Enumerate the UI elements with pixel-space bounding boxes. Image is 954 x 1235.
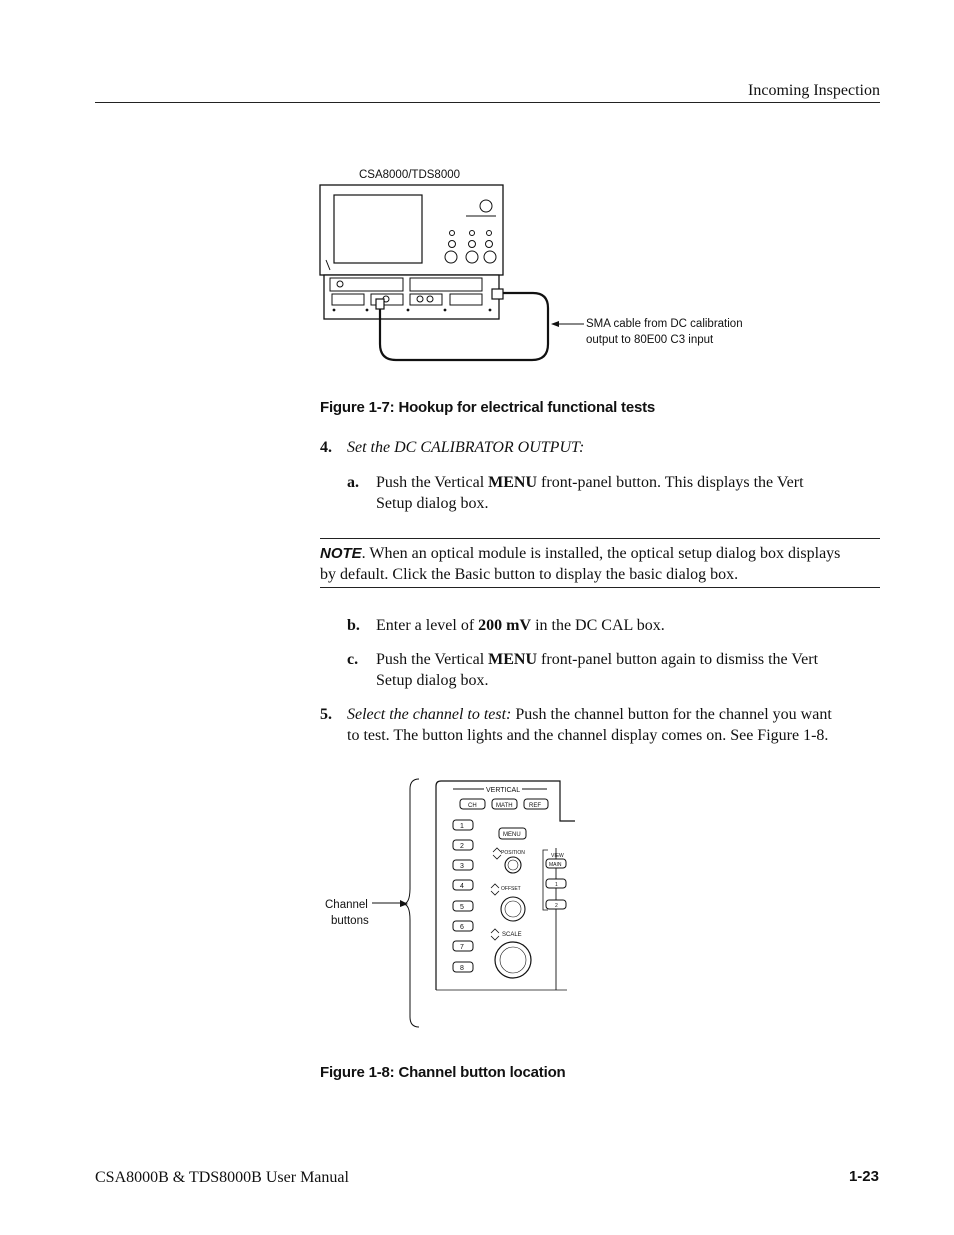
step-5-title: Select the channel to test: <box>347 706 512 723</box>
substep-text: front-panel button again to dismiss the Vert <box>537 651 819 668</box>
instrument-lower <box>324 275 499 319</box>
note-line: by default. Click the Basic button to display the basic dialog box. <box>320 566 739 583</box>
note-label: NOTE <box>320 545 362 562</box>
channel-label-8: 8 <box>460 965 464 972</box>
ch-label: CH <box>468 803 477 809</box>
ref-label: REF <box>529 803 541 809</box>
channel-callout-line2: buttons <box>331 915 369 927</box>
up-arrow-icon <box>493 848 501 852</box>
channel-label-2: 2 <box>460 843 464 850</box>
channel-label-6: 6 <box>460 924 464 931</box>
substep-text: Setup dialog box. <box>376 495 489 512</box>
math-label: MATH <box>496 803 513 809</box>
channel-label-4: 4 <box>460 883 464 890</box>
substep-4a <box>376 472 856 514</box>
offset-knob <box>501 897 525 921</box>
cable-callout-line2: output to 80E00 C3 input <box>586 334 714 346</box>
step-4 <box>320 437 332 458</box>
running-header: Incoming Inspection <box>748 82 880 99</box>
substep-letter: b. <box>347 617 360 634</box>
offset-label: OFFSET <box>501 886 521 892</box>
view-2-label: 2 <box>555 903 558 909</box>
step-5-text <box>347 704 882 746</box>
scale-knob <box>495 942 531 978</box>
step-5 <box>320 704 332 725</box>
top-button-row <box>460 799 548 809</box>
substep-text: Push the Vertical <box>376 651 489 668</box>
menu-keyword: MENU <box>488 651 538 668</box>
step-number: 5. <box>320 706 332 723</box>
channel-buttons <box>453 820 473 972</box>
vertical-title: VERTICAL <box>486 787 521 794</box>
position-knob <box>505 857 521 873</box>
menu-label: MENU <box>503 832 521 838</box>
substep-4b <box>376 615 856 636</box>
channel-label-3: 3 <box>460 863 464 870</box>
channel-callout-line1: Channel <box>325 899 368 911</box>
view-1-label: 1 <box>555 882 558 888</box>
down-arrow-icon <box>491 936 499 940</box>
down-arrow-icon <box>491 891 499 895</box>
step-text: Push the channel button for the channel you want <box>511 706 832 723</box>
page-number: 1-23 <box>848 1168 879 1185</box>
level-value: 200 mV <box>478 617 532 634</box>
down-arrow-icon <box>493 855 501 859</box>
up-arrow-icon <box>491 884 499 888</box>
dc-cal-connector <box>376 299 384 309</box>
hookup-diagram <box>300 160 770 370</box>
figure-7-caption: Figure 1-7: Hookup for electrical functional tests <box>320 399 656 416</box>
instrument-screen <box>334 195 422 263</box>
substep-text: Enter a level of <box>376 617 479 634</box>
substep-text: Push the Vertical <box>376 474 489 491</box>
substep-text: in the DC CAL box. <box>531 617 665 634</box>
instrument-label: CSA8000/TDS8000 <box>359 169 461 181</box>
channel-label-1: 1 <box>460 823 464 830</box>
figure-8-caption: Figure 1-8: Channel button location <box>320 1064 566 1081</box>
up-arrow-icon <box>491 929 499 933</box>
substep-text: Setup dialog box. <box>376 672 489 689</box>
footer-manual-title: CSA8000B & TDS8000B User Manual <box>95 1169 349 1186</box>
position-label: POSITION <box>501 850 525 856</box>
menu-keyword: MENU <box>488 474 538 491</box>
view-main-label: MAIN <box>549 862 562 868</box>
channel-label-7: 7 <box>460 944 464 951</box>
substep-4c <box>376 649 866 691</box>
note-line: . When an optical module is installed, the optical setup dialog box displays <box>361 545 841 562</box>
substep-letter: c. <box>347 651 359 668</box>
channel-label-5: 5 <box>460 904 464 911</box>
substep-text: front-panel button. This displays the Vert <box>537 474 804 491</box>
view-label: VIEW <box>551 853 564 859</box>
channel-button-diagram <box>315 770 585 1035</box>
step-number: 4. <box>320 439 332 456</box>
c3-input-connector <box>492 289 503 299</box>
header-rule <box>95 102 880 103</box>
substep-letter: a. <box>347 474 359 491</box>
step-4-title: Set the DC CALIBRATOR OUTPUT: <box>347 439 585 456</box>
scale-label: SCALE <box>502 932 522 938</box>
cable-callout-line1: SMA cable from DC calibration <box>586 318 743 330</box>
note-text <box>320 543 882 585</box>
step-text: to test. The button lights and the channel display comes on. See Figure 1-8. <box>347 727 829 744</box>
